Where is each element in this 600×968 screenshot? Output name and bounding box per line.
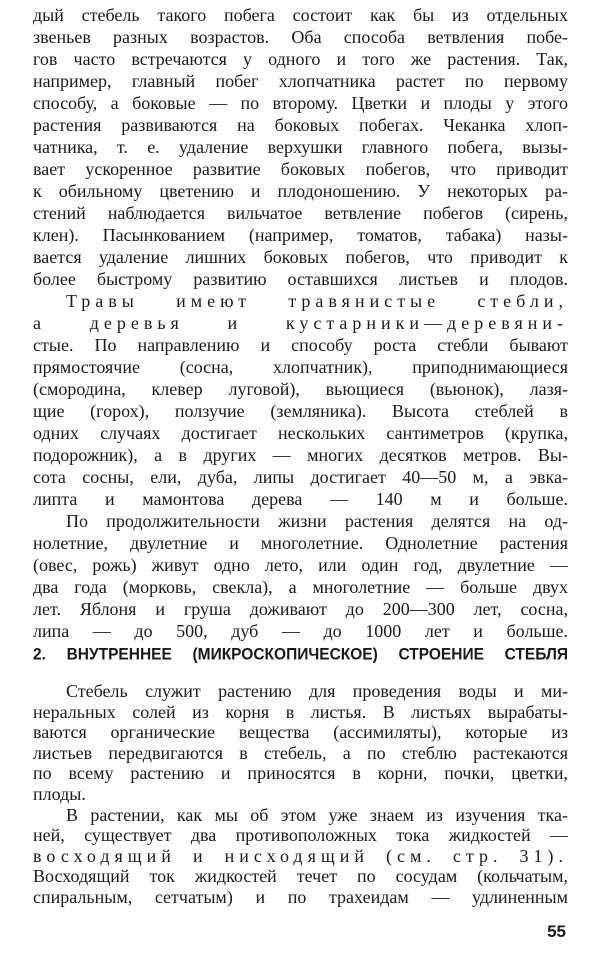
text-line: прямостоячие (сосна, хлопчатник), приподнимающиеся: [33, 357, 568, 377]
text-line: более быстрому развитию оставшихся листьев и плодов.: [33, 269, 568, 289]
text-line: Травы имеют травянистые стебли,: [66, 291, 568, 311]
text-line: вает ускоренное развитие боковых побегов, что приводит: [33, 159, 568, 179]
text-line: ней, существует два противоположных тока жидкостей —: [33, 825, 568, 846]
paragraph: [33, 4, 568, 290]
text-line: растения развиваются на боковых побегах. Чеканка хлоп-: [33, 115, 568, 135]
paragraph: [33, 290, 568, 510]
text-line: неральных солей из корня в листья. В листьях вырабаты-: [33, 701, 568, 722]
text-line: щие (горох), ползучие (земляника). Высота стеблей в: [33, 401, 568, 421]
text-line: чатника, т. е. удаление верхушки главного побега, вызы-: [33, 137, 568, 157]
text-line: Стебель служит растению для проведения воды и ми-: [66, 681, 568, 701]
section-heading: 2. ВНУТРЕННЕЕ (МИКРОСКОПИЧЕСКОЕ) СТРОЕНИЕ СТЕБЛЯ: [33, 645, 568, 664]
text-line: звеньев разных возрастов. Оба способа ветвления побе-: [33, 27, 568, 47]
text-line: ваются органические вещества (ассимиляты), которые из: [33, 722, 568, 743]
text-line: лет. Яблоня и груша доживают до 200—300 лет, сосна,: [33, 599, 568, 619]
text-line: плоды.: [33, 783, 86, 804]
text-block-lower: [33, 681, 568, 908]
text-line: вается удаление лишних боковых побегов, что приводит к: [33, 247, 568, 267]
text-line: стений наблюдается вильчатое ветвление побегов (сирень,: [33, 203, 568, 223]
text-line: два года (морковь, свекла), а многолетние — больше двух: [33, 577, 568, 597]
text-line: восходящий и нисходящий (см. стр. 31).: [33, 845, 568, 866]
text-line: по всему растению и приносятся в корни, почки, цветки,: [33, 763, 568, 784]
text-line: В растении, как мы об этом уже знаем из изучения тка-: [66, 804, 568, 825]
text-line: спиральным, сетчатым) и по трахеидам — удлиненным: [33, 886, 568, 907]
text-line: клен). Пасынкованием (например, томатов, табака) назы-: [33, 225, 568, 245]
text-line: подорожник), а в других — многих десятков метров. Вы-: [33, 445, 568, 465]
text-block-upper: [33, 4, 568, 642]
text-line: а деревья и кустарники—деревяни-: [33, 313, 568, 333]
text-line: Восходящий ток жидкостей течет по сосудам (кольчатым,: [33, 866, 568, 887]
paragraph: [33, 805, 568, 908]
text-line: (овес, рожь) живут одно лето, или один год, двулетние —: [33, 555, 568, 575]
text-line: например, главный побег хлопчатника растет по первому: [33, 71, 568, 91]
text-line: к обильному цветению и плодоношению. У некоторых ра-: [33, 181, 568, 201]
text-line: нолетние, двулетние и многолетние. Однолетние растения: [33, 533, 568, 553]
text-line: гов часто встречаются у одного и того же растения. Так,: [33, 49, 568, 69]
paragraph: [33, 510, 568, 642]
text-line: стые. По направлению и способу роста стебли бывают: [33, 335, 568, 355]
text-line: одних случаях достигает нескольких сантиметров (крупка,: [33, 423, 568, 443]
page-number: 55: [547, 922, 566, 941]
text-line: листьев передвигаются в стебель, а по стеблю растекаются: [33, 742, 568, 763]
text-line: (смородина, клевер луговой), вьющиеся (вьюнок), лазя-: [33, 379, 568, 399]
text-line: По продолжительности жизни растения делятся на од-: [66, 511, 568, 531]
text-line: сота сосны, ели, дуба, липы достигает 40—50 м, а эвка-: [33, 467, 568, 487]
text-line: способу, а боковые — по второму. Цветки и плоды у этого: [33, 93, 568, 113]
text-line: дый стебель такого побега состоит как бы из отдельных: [33, 5, 568, 25]
text-line: липта и мамонтова дерева — 140 м и больше.: [33, 489, 568, 509]
paragraph: [33, 681, 568, 805]
text-line: липа — до 500, дуб — до 1000 лет и больше.: [33, 621, 568, 641]
